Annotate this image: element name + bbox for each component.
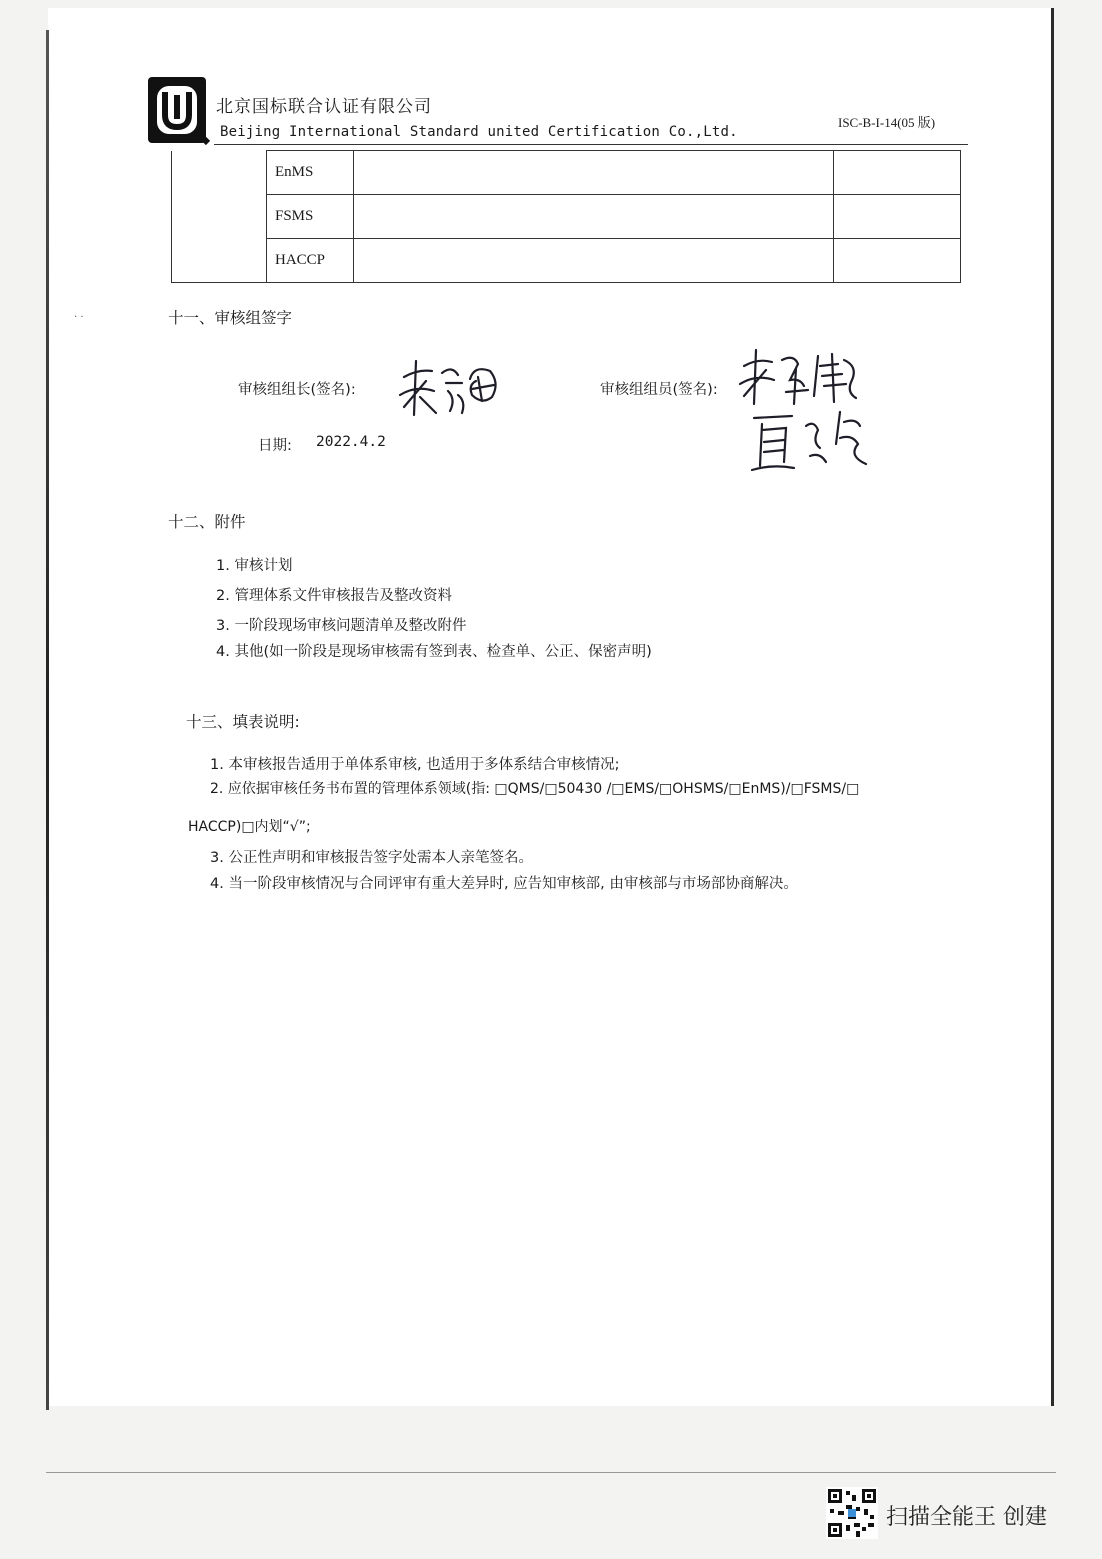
table-cell <box>354 195 834 239</box>
section-13-title: 十三、填表说明: <box>186 713 300 731</box>
company-logo <box>146 75 212 147</box>
attachment-item: 1. 审核计划 <box>216 558 293 574</box>
leader-label: 审核组组长(签名): <box>238 382 356 398</box>
table-cell <box>834 239 961 283</box>
table-cell <box>834 195 961 239</box>
table-cell <box>834 151 961 195</box>
instruction-item-continued: HACCP)□内划“√”; <box>188 819 311 835</box>
table-cell-merged <box>172 151 267 283</box>
section-12-title: 十二、附件 <box>168 513 246 531</box>
attachment-item: 2. 管理体系文件审核报告及整改资料 <box>216 588 452 604</box>
date-label: 日期: <box>258 438 292 454</box>
member-signature-1 <box>734 346 864 408</box>
table-cell <box>354 151 834 195</box>
instruction-item: 4. 当一阶段审核情况与合同评审有重大差异时, 应告知审核部, 由审核部与市场部协商解决。 <box>210 876 798 892</box>
system-name: HACCP <box>267 239 354 283</box>
table-cell <box>354 239 834 283</box>
instruction-item: 1. 本审核报告适用于单体系审核, 也适用于多体系结合审核情况; <box>210 757 620 773</box>
system-name: EnMS <box>267 151 354 195</box>
table-row <box>172 239 961 283</box>
leader-signature <box>396 355 500 419</box>
table-row <box>172 195 961 239</box>
section-11-title: 十一、审核组签字 <box>168 309 293 327</box>
company-name-en: Beijing International Standard united Certification Co.,Ltd. <box>220 124 738 140</box>
instruction-item: 3. 公正性声明和审核报告签字处需本人亲笔签名。 <box>210 850 533 866</box>
member-signature-2 <box>748 404 872 478</box>
member-label: 审核组组员(签名): <box>600 382 718 398</box>
scanner-watermark: 扫描全能王 创建 <box>886 1505 1047 1530</box>
scan-specks: · · <box>74 312 84 323</box>
qr-code-icon <box>826 1487 878 1539</box>
table-row <box>172 151 961 195</box>
date-value: 2022.4.2 <box>316 434 386 450</box>
attachment-item: 4. 其他(如一阶段是现场审核需有签到表、检查单、公正、保密声明) <box>216 644 652 660</box>
page-edge <box>46 30 49 1410</box>
header-divider <box>214 144 968 145</box>
system-name: FSMS <box>267 195 354 239</box>
company-name-cn: 北京国标联合认证有限公司 <box>216 97 432 117</box>
attachment-item: 3. 一阶段现场审核问题清单及整改附件 <box>216 618 467 634</box>
instruction-item: 2. 应依据审核任务书布置的管理体系领域(指: □QMS/□50430 /□EMS/□OHSMS/□EnMS)/□FSMS/□ <box>210 781 860 797</box>
page-bottom-edge <box>46 1472 1056 1473</box>
document-code: ISC-B-I-14(05 版) <box>838 115 936 130</box>
management-systems-table <box>171 150 961 283</box>
